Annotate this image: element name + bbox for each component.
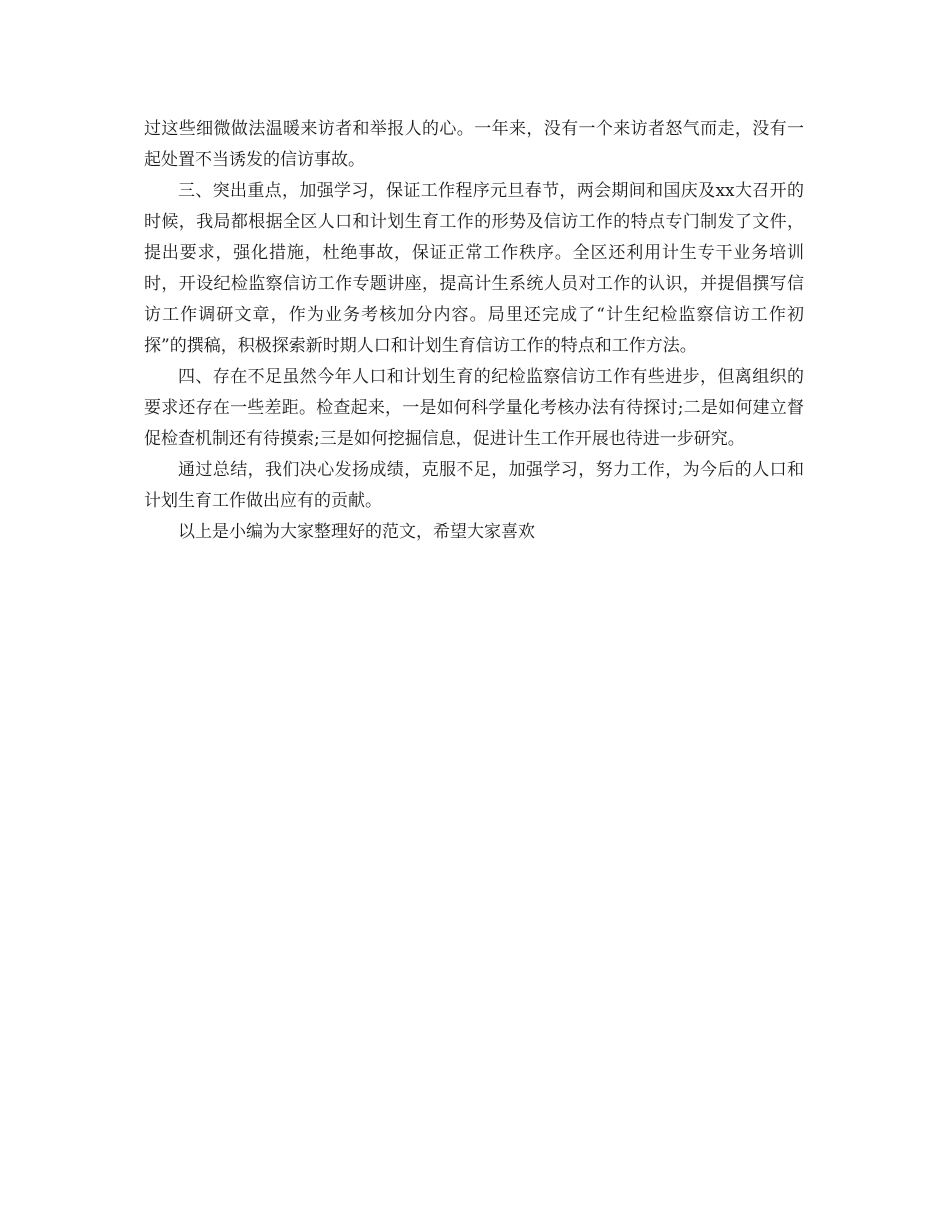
paragraph-continuation: 过这些细微做法温暖来访者和举报人的心。一年来，没有一个来访者怒气而走，没有一起处置不当诱发的信访事故。 xyxy=(144,119,804,170)
paragraph-section-four: 四、存在不足虽然今年人口和计划生育的纪检监察信访工作有些进步，但离组织的要求还存在一些差距。检查起来，一是如何科学量化考核办法有待探讨;二是如何建立督促检查机制还有待摸索;三是如何挖掘信息，促进计生工作开展也待进一步研究。 xyxy=(144,367,804,449)
paragraph-conclusion: 通过总结，我们决心发扬成绩，克服不足，加强学习，努力工作，为今后的人口和计划生育工作做出应有的贡献。 xyxy=(144,460,804,511)
paragraph-closing-note: 以上是小编为大家整理好的范文，希望大家喜欢 xyxy=(178,522,535,542)
document-body xyxy=(144,114,804,548)
paragraph-section-three: 三、突出重点，加强学习，保证工作程序元旦春节，两会期间和国庆及xx大召开的时候，我局都根据全区人口和计划生育工作的形势及信访工作的特点专门制发了文件，提出要求，强化措施，杜绝事故，保证正常工作秩序。全区还利用计生专干业务培训时，开设纪检监察信访工作专题讲座，提高计生系统人员对工作的认识，并提倡撰写信访工作调研文章，作为业务考核加分内容。局里还完成了“计生纪检监察信访工作初探”的撰稿，积极探索新时期人口和计划生育信访工作的特点和工作方法。 xyxy=(144,181,804,356)
